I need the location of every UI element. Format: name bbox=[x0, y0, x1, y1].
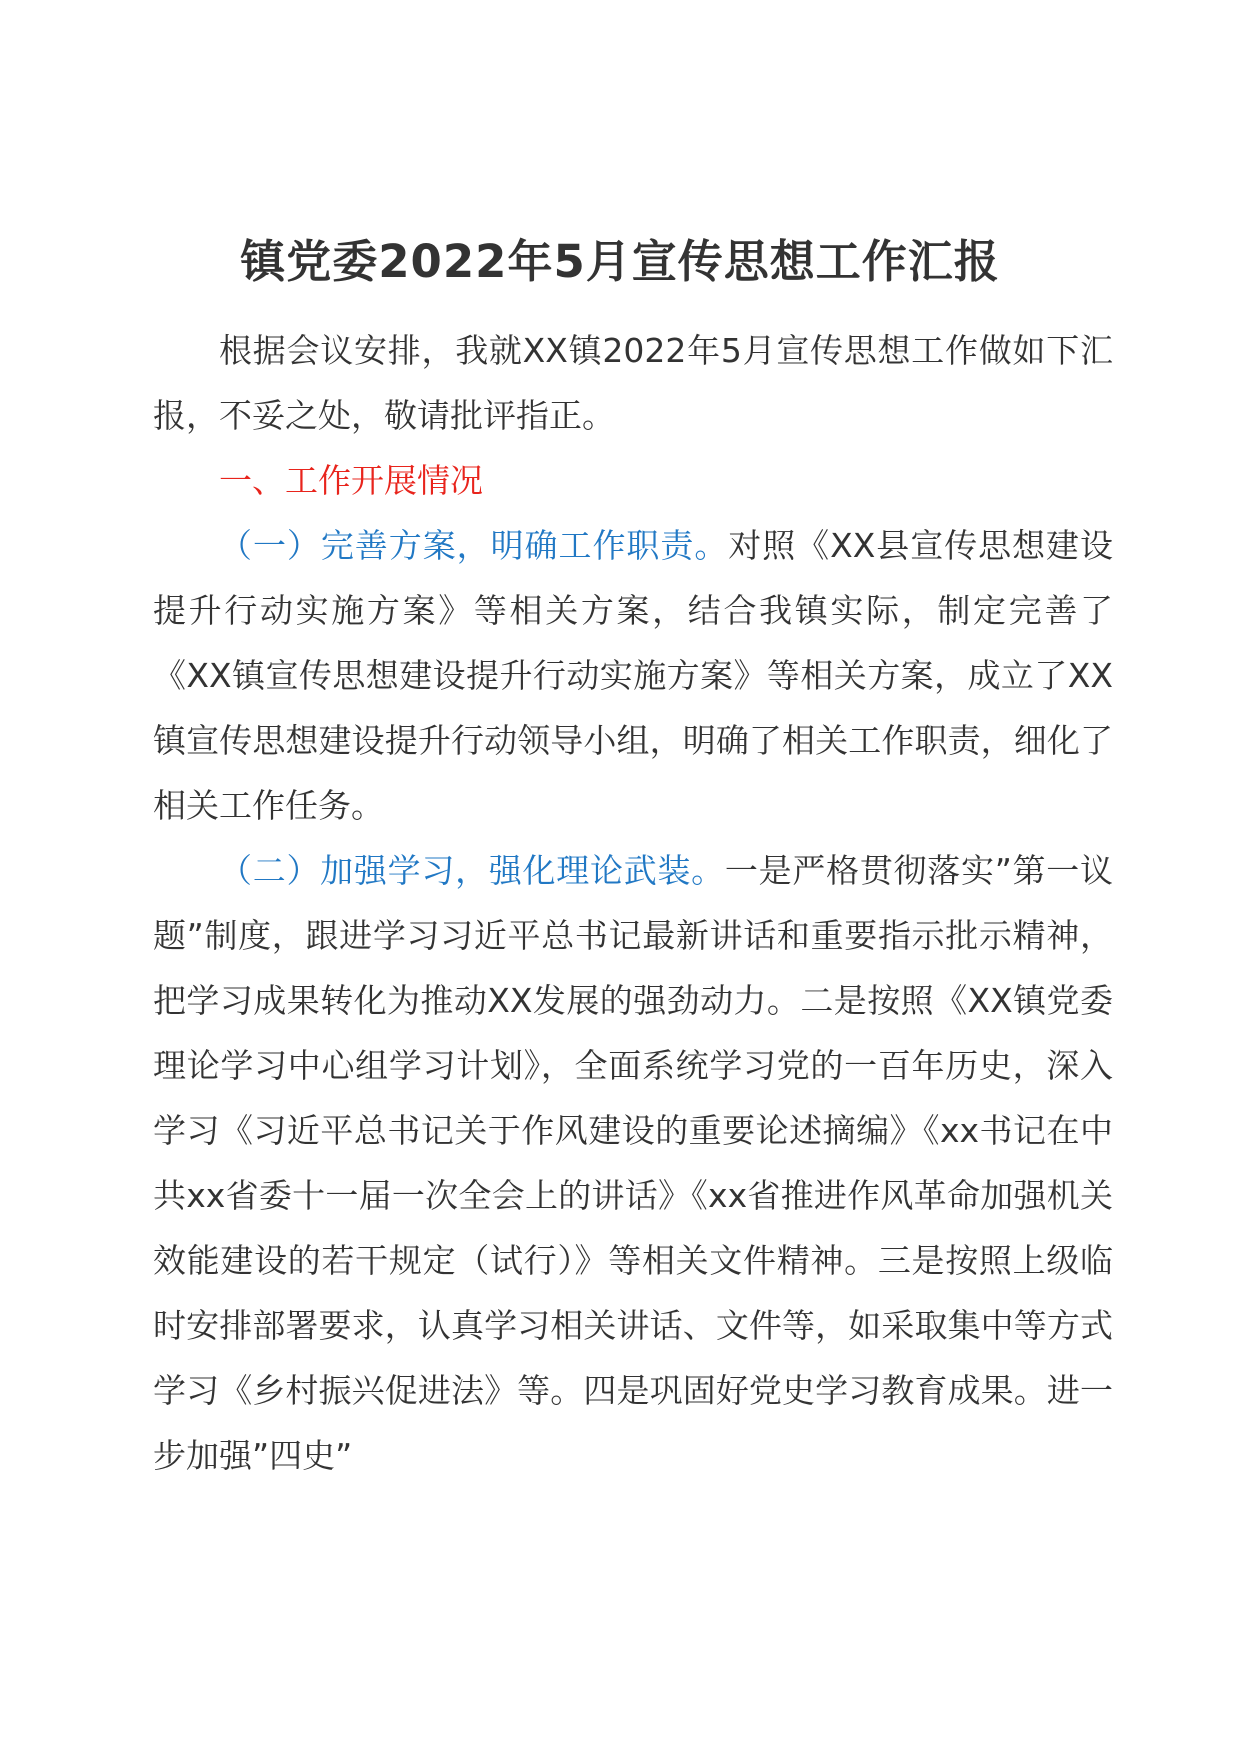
item-1-heading: （一）完善方案，明确工作职责。 bbox=[219, 526, 729, 565]
item-2-paragraph bbox=[153, 838, 1113, 1488]
intro-paragraph: 根据会议安排，我就XX镇2022年5月宣传思想工作做如下汇报，不妥之处，敬请批评指正。 bbox=[153, 331, 1113, 435]
item-1-text: 对照《XX县宣传思想建设提升行动实施方案》等相关方案，结合我镇实际，制定完善了《XX镇宣传思想建设提升行动实施方案》等相关方案，成立了XX镇宣传思想建设提升行动领导小组，明确了相关工作职责，细化了相关工作任务。 bbox=[153, 526, 1114, 825]
document-title: 镇党委2022年5月宣传思想工作汇报 bbox=[240, 235, 1000, 288]
section-heading: 一、工作开展情况 bbox=[219, 461, 483, 500]
item-2-heading: （二）加强学习，强化理论武装。 bbox=[219, 851, 725, 890]
item-2-text: 一是严格贯彻落实”第一议题”制度，跟进学习习近平总书记最新讲话和重要指示批示精神，把学习成果转化为推动XX发展的强劲动力。二是按照《XX镇党委理论学习中心组学习计划》，全面系统学习党的一百年历史，深入学习《习近平总书记关于作风建设的重要论述摘编》《xx书记在中共xx省委十一届一次全会上的讲话》《xx省推进作风革命加强机关效能建设的若干规定（试行）》等相关文件精神。三是按照上级临时安排部署要求，认真学习相关讲话、文件等，如采取集中等方式学习《乡村振兴促进法》等。四是巩固好党史学习教育成果。进一步加强”四史” bbox=[153, 851, 1113, 1475]
item-1-paragraph bbox=[153, 513, 1113, 838]
document-body bbox=[153, 318, 1113, 1488]
